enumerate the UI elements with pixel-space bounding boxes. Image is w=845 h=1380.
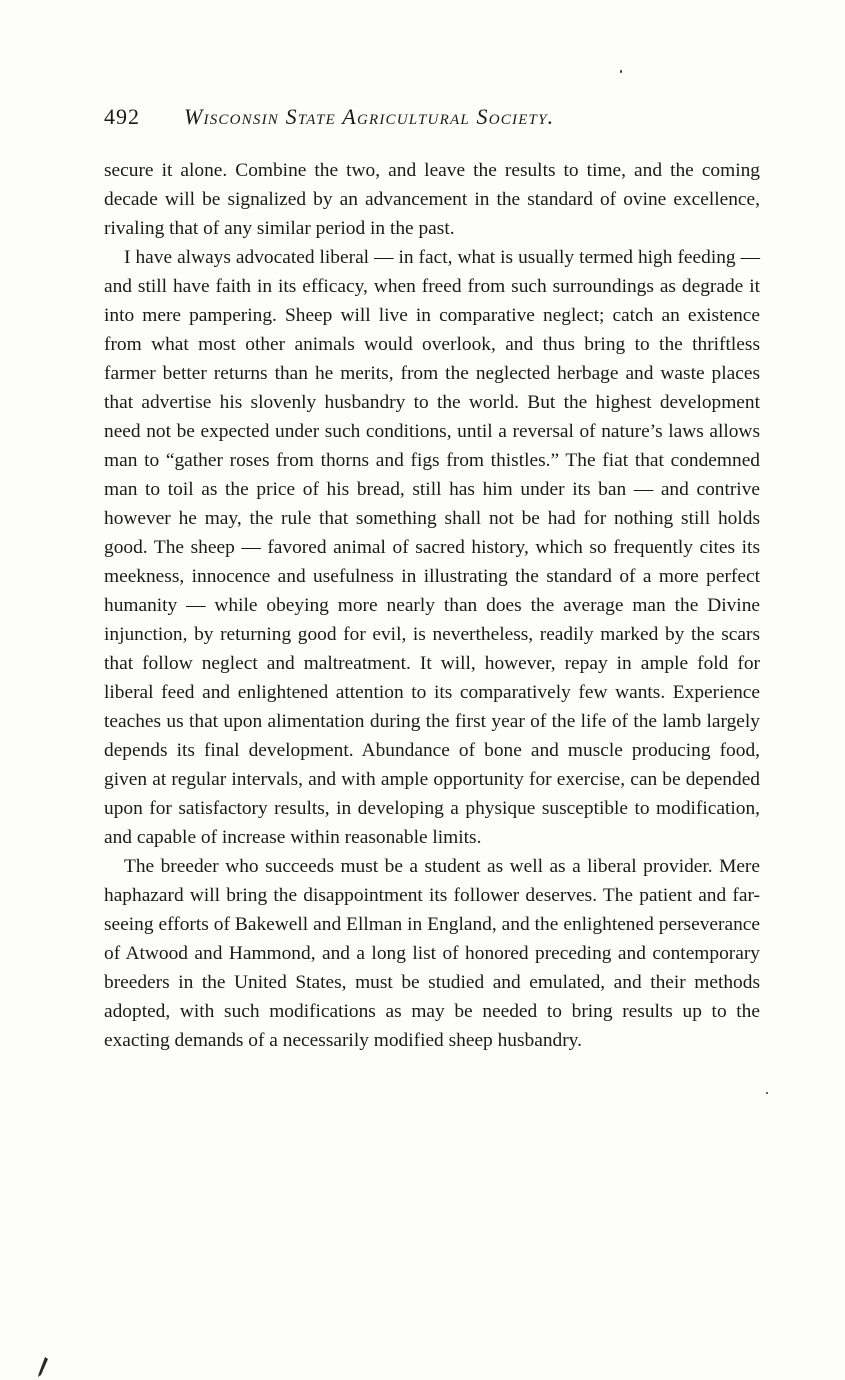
paragraph-3: The breeder who succeeds must be a student as well as a liberal provider. Mere haphazard will bring the disappointment its follower deserves. The patient and far-seeing efforts of Bakewell and Ellman in England, and the enlightened perseverance of Atwood and Hammond, and a long list of honored preceding and contemporary breeders in the United States, must be studied and emulated, and their methods adopted, with such modifications as may be needed to bring results up to the exacting demands of a necessarily modified sheep husbandry. bbox=[104, 856, 760, 1051]
page-number: 492 bbox=[104, 104, 140, 129]
ink-speck bbox=[766, 1092, 768, 1094]
page-header bbox=[104, 100, 764, 134]
body-text bbox=[104, 156, 760, 1055]
pen-mark-icon bbox=[36, 1356, 50, 1378]
ink-speck bbox=[620, 70, 622, 73]
paragraph-2: I have always advocated liberal — in fact, what is usually termed high feeding — and still have faith in its efficacy, when freed from such surroundings as degrade it into mere pampering. Sheep will live in comparative neglect; catch an existence from what most other animals would overlook, and thus bring to the thriftless farmer better returns than he merits, from the neglected herbage and waste places that advertise his slovenly husbandry to the world. But the highest development need not be expected under such conditions, until a reversal of nature’s laws allows man to “gather roses from thorns and figs from thistles.” The fiat that condemned man to toil as the price of his bread, still has him under its ban — and contrive however he may, the rule that something shall not be had for nothing still holds good. The sheep — favored animal of sacred history, which so frequently cites its meekness, innocence and usefulness in illustrating the standard of a more perfect humanity — while obeying more nearly than does the average man the Divine injunction, by returning good for evil, is nevertheless, readily marked by the scars that follow neglect and maltreatment. It will, however, repay in ample fold for liberal feed and enlightened attention to its comparatively few wants. Experience teaches us that upon alimentation during the first year of the life of the lamb largely depends its final development. Abundance of bone and muscle producing food, given at regular intervals, and with ample opportunity for exercise, can be depended upon for satisfactory results, in developing a physique susceptible to modification, and capable of increase within reasonable limits. bbox=[104, 247, 760, 848]
paragraph-1: secure it alone. Combine the two, and leave the results to time, and the coming decade will be signalized by an advancement in the standard of ovine excellence, rivaling that of any similar period in the past. bbox=[104, 160, 760, 239]
running-title: Wisconsin State Agricultural Society. bbox=[184, 104, 555, 129]
